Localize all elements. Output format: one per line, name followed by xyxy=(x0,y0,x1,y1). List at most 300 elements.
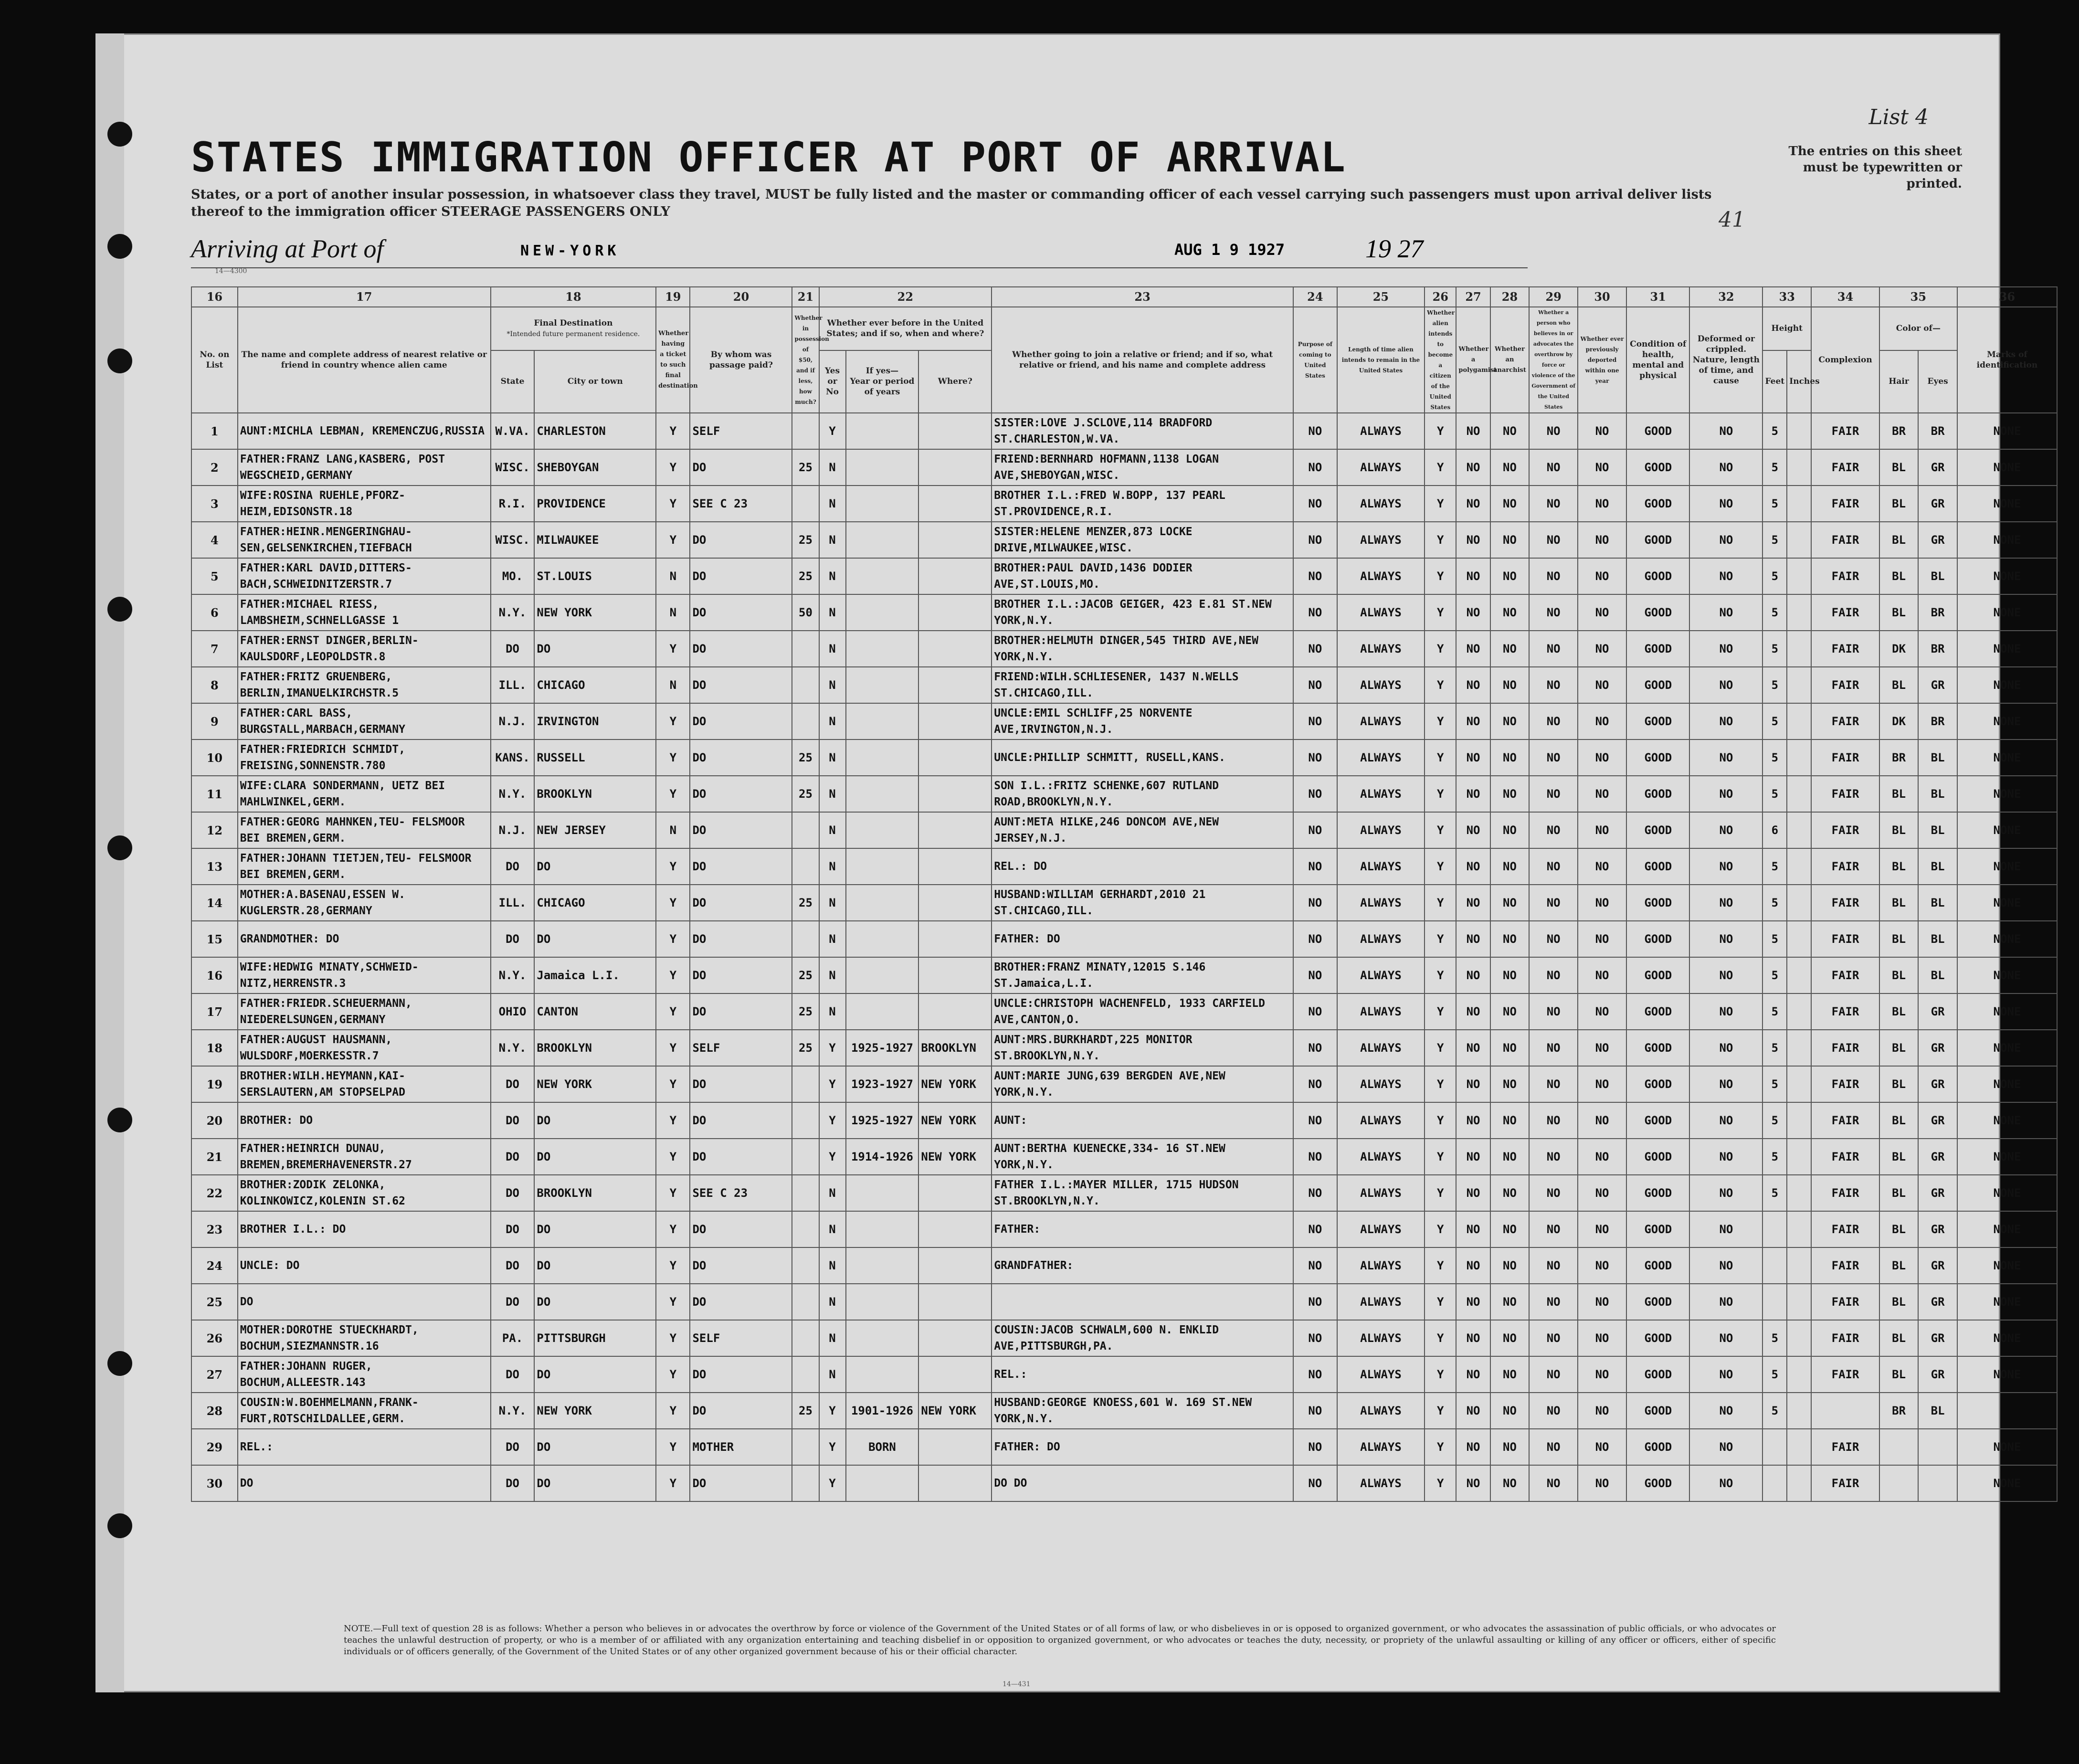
dest-state: KANS. xyxy=(491,739,535,776)
stay-length: ALWAYS xyxy=(1337,1429,1425,1465)
col-ticket-header: Whether having a ticket to such final destination xyxy=(656,307,690,413)
dest-city: BROOKLYN xyxy=(534,1175,656,1211)
before-where xyxy=(918,1247,992,1284)
stay-length: ALWAYS xyxy=(1337,812,1425,848)
punch-hole xyxy=(107,1351,132,1376)
period-label: Year or period of years xyxy=(850,377,915,397)
before-yes-no: N xyxy=(819,812,846,848)
citizen-value: Y xyxy=(1425,921,1456,957)
col-color-header: Color of— xyxy=(1879,307,1957,350)
deported-value: NO xyxy=(1578,1247,1626,1284)
table-row xyxy=(191,1465,2057,1501)
hair-value: BL xyxy=(1879,1030,1919,1066)
relative-address: FATHER:FRANZ LANG,KASBERG, POST WEGSCHEID,GERMANY xyxy=(238,449,491,486)
anarchist-value: NO xyxy=(1490,1356,1530,1393)
ticket-value: Y xyxy=(656,1320,690,1356)
marks-value: NONE xyxy=(1957,1465,2057,1501)
before-yes-no: N xyxy=(819,594,846,631)
anarchist-value: NO xyxy=(1490,1030,1530,1066)
anarchist-value: NO xyxy=(1490,1429,1530,1465)
deformed-value: NO xyxy=(1689,1211,1762,1247)
before-period xyxy=(846,703,919,739)
dest-city: DO xyxy=(534,631,656,667)
deported-value: NO xyxy=(1578,812,1626,848)
eyes-value: BR xyxy=(1918,631,1957,667)
eyes-value: GR xyxy=(1918,1175,1957,1211)
dest-state: N.Y. xyxy=(491,594,535,631)
column-number: 29 xyxy=(1529,287,1578,307)
eyes-value: BL xyxy=(1918,1393,1957,1429)
marks-value: NONE xyxy=(1957,449,2057,486)
deported-value: NO xyxy=(1578,522,1626,558)
dest-state: W.VA. xyxy=(491,413,535,449)
stay-length: ALWAYS xyxy=(1337,993,1425,1030)
col-relative-header: The name and complete address of nearest relative or friend in country whence alien came xyxy=(238,307,491,413)
before-where xyxy=(918,1211,992,1247)
citizen-value: Y xyxy=(1425,558,1456,594)
stay-length: ALWAYS xyxy=(1337,921,1425,957)
row-number: 9 xyxy=(191,703,238,739)
table-row xyxy=(191,1429,2057,1465)
polygamist-value: NO xyxy=(1456,848,1490,885)
dest-state: DO xyxy=(491,1284,535,1320)
hair-value: BL xyxy=(1879,993,1919,1030)
citizen-value: Y xyxy=(1425,1320,1456,1356)
paid-by: SEE C 23 xyxy=(690,486,792,522)
citizen-value: Y xyxy=(1425,739,1456,776)
money-value xyxy=(792,1066,819,1102)
dest-city: Jamaica L.I. xyxy=(534,957,656,993)
deported-value: NO xyxy=(1578,993,1626,1030)
col-period-header xyxy=(846,350,919,413)
health-value: GOOD xyxy=(1626,1429,1689,1465)
stay-length: ALWAYS xyxy=(1337,594,1425,631)
before-yes-no: N xyxy=(819,848,846,885)
before-period xyxy=(846,1247,919,1284)
complexion-value: FAIR xyxy=(1811,848,1879,885)
citizen-value: Y xyxy=(1425,1393,1456,1429)
deformed-value: NO xyxy=(1689,594,1762,631)
overthrow-value: NO xyxy=(1529,1139,1578,1175)
joining-relative: REL.: xyxy=(992,1356,1293,1393)
before-period xyxy=(846,739,919,776)
eyes-value: BL xyxy=(1918,957,1957,993)
table-row xyxy=(191,885,2057,921)
anarchist-value: NO xyxy=(1490,1465,1530,1501)
ticket-value: Y xyxy=(656,1284,690,1320)
polygamist-value: NO xyxy=(1456,1139,1490,1175)
dest-state: DO xyxy=(491,1356,535,1393)
table-row xyxy=(191,703,2057,739)
dest-city: DO xyxy=(534,921,656,957)
height-feet: 5 xyxy=(1762,486,1787,522)
height-feet: 6 xyxy=(1762,812,1787,848)
citizen-value: Y xyxy=(1425,1284,1456,1320)
anarchist-value: NO xyxy=(1490,812,1530,848)
table-row xyxy=(191,449,2057,486)
row-number: 10 xyxy=(191,739,238,776)
dest-city: DO xyxy=(534,1356,656,1393)
before-where xyxy=(918,1465,992,1501)
complexion-value: FAIR xyxy=(1811,1139,1879,1175)
table-row xyxy=(191,522,2057,558)
deported-value: NO xyxy=(1578,776,1626,812)
purpose-value: NO xyxy=(1293,1139,1337,1175)
marks-value: NONE xyxy=(1957,486,2057,522)
before-period xyxy=(846,812,919,848)
row-number: 13 xyxy=(191,848,238,885)
deformed-value: NO xyxy=(1689,739,1762,776)
eyes-value: BL xyxy=(1918,739,1957,776)
punch-hole xyxy=(107,835,132,860)
citizen-value: Y xyxy=(1425,1030,1456,1066)
height-inches xyxy=(1787,449,1811,486)
ticket-value: Y xyxy=(656,1175,690,1211)
stay-length: ALWAYS xyxy=(1337,1393,1425,1429)
height-feet xyxy=(1762,1211,1787,1247)
before-yes-no: N xyxy=(819,486,846,522)
purpose-value: NO xyxy=(1293,1284,1337,1320)
complexion-value: FAIR xyxy=(1811,776,1879,812)
punch-hole xyxy=(107,1108,132,1132)
punch-hole xyxy=(107,349,132,373)
polygamist-value: NO xyxy=(1456,812,1490,848)
deformed-value: NO xyxy=(1689,1393,1762,1429)
marks-value: NONE xyxy=(1957,885,2057,921)
anarchist-value: NO xyxy=(1490,703,1530,739)
anarchist-value: NO xyxy=(1490,776,1530,812)
polygamist-value: NO xyxy=(1456,631,1490,667)
table-row xyxy=(191,1284,2057,1320)
col-before-header: Whether ever before in the United States; and if so, when and where? xyxy=(819,307,992,350)
before-period xyxy=(846,522,919,558)
height-inches xyxy=(1787,667,1811,703)
before-where xyxy=(918,703,992,739)
table-row xyxy=(191,1030,2057,1066)
height-inches xyxy=(1787,1356,1811,1393)
list-number: List 4 xyxy=(1868,105,1929,129)
col-polygamist-header: Whether a polygamist xyxy=(1456,307,1490,413)
citizen-value: Y xyxy=(1425,703,1456,739)
dest-state: DO xyxy=(491,1066,535,1102)
money-value xyxy=(792,1356,819,1393)
row-number: 20 xyxy=(191,1102,238,1139)
height-feet xyxy=(1762,1465,1787,1501)
before-where: NEW YORK xyxy=(918,1139,992,1175)
paid-by: DO xyxy=(690,594,792,631)
height-feet: 5 xyxy=(1762,558,1787,594)
hair-value: BL xyxy=(1879,1066,1919,1102)
dest-state: PA. xyxy=(491,1320,535,1356)
deformed-value: NO xyxy=(1689,1066,1762,1102)
overthrow-value: NO xyxy=(1529,594,1578,631)
height-inches xyxy=(1787,1030,1811,1066)
money-value: 50 xyxy=(792,594,819,631)
deformed-value: NO xyxy=(1689,1356,1762,1393)
anarchist-value: NO xyxy=(1490,1393,1530,1429)
before-period xyxy=(846,993,919,1030)
deported-value: NO xyxy=(1578,667,1626,703)
deformed-value: NO xyxy=(1689,703,1762,739)
dest-city: NEW YORK xyxy=(534,594,656,631)
dest-city: BROOKLYN xyxy=(534,776,656,812)
relative-address: DO xyxy=(238,1465,491,1501)
height-inches xyxy=(1787,1393,1811,1429)
relative-address: MOTHER:A.BASENAU,ESSEN W. KUGLERSTR.28,GERMANY xyxy=(238,885,491,921)
anarchist-value: NO xyxy=(1490,594,1530,631)
stay-length: ALWAYS xyxy=(1337,522,1425,558)
citizen-value: Y xyxy=(1425,848,1456,885)
before-yes-no: Y xyxy=(819,1066,846,1102)
health-value: GOOD xyxy=(1626,921,1689,957)
column-number: 22 xyxy=(819,287,992,307)
ticket-value: Y xyxy=(656,848,690,885)
stay-length: ALWAYS xyxy=(1337,1284,1425,1320)
deformed-value: NO xyxy=(1689,1139,1762,1175)
marks-value: NONE xyxy=(1957,957,2057,993)
money-value: 25 xyxy=(792,558,819,594)
stay-length: ALWAYS xyxy=(1337,558,1425,594)
stay-length: ALWAYS xyxy=(1337,1465,1425,1501)
hair-value: BL xyxy=(1879,1247,1919,1284)
health-value: GOOD xyxy=(1626,1356,1689,1393)
anarchist-value: NO xyxy=(1490,921,1530,957)
row-number: 23 xyxy=(191,1211,238,1247)
col-where-header: Where? xyxy=(918,350,992,413)
before-yes-no: N xyxy=(819,558,846,594)
before-where xyxy=(918,667,992,703)
deformed-value: NO xyxy=(1689,522,1762,558)
column-number: 21 xyxy=(792,287,819,307)
overthrow-value: NO xyxy=(1529,558,1578,594)
polygamist-value: NO xyxy=(1456,1393,1490,1429)
before-yes-no: N xyxy=(819,739,846,776)
ticket-value: Y xyxy=(656,921,690,957)
hair-value: BL xyxy=(1879,848,1919,885)
height-feet: 5 xyxy=(1762,993,1787,1030)
complexion-value: FAIR xyxy=(1811,522,1879,558)
complexion-value: FAIR xyxy=(1811,449,1879,486)
relative-address: FATHER:FRITZ GRUENBERG, BERLIN,IMANUELKIRCHSTR.5 xyxy=(238,667,491,703)
punch-hole xyxy=(107,234,132,259)
ticket-value: Y xyxy=(656,486,690,522)
table-row xyxy=(191,739,2057,776)
before-yes-no: N xyxy=(819,1284,846,1320)
height-feet: 5 xyxy=(1762,957,1787,993)
purpose-value: NO xyxy=(1293,1030,1337,1066)
deformed-value: NO xyxy=(1689,848,1762,885)
deported-value: NO xyxy=(1578,1030,1626,1066)
height-feet xyxy=(1762,1247,1787,1284)
money-value xyxy=(792,631,819,667)
paid-by: SELF xyxy=(690,1320,792,1356)
dest-city: MILWAUKEE xyxy=(534,522,656,558)
table-row xyxy=(191,1393,2057,1429)
ticket-value: Y xyxy=(656,1393,690,1429)
joining-relative: SON I.L.:FRITZ SCHENKE,607 RUTLAND ROAD,BROOKLYN,N.Y. xyxy=(992,776,1293,812)
col-deported-header: Whether ever previously deported within one year xyxy=(1578,307,1626,413)
health-value: GOOD xyxy=(1626,993,1689,1030)
anarchist-value: NO xyxy=(1490,739,1530,776)
stay-length: ALWAYS xyxy=(1337,631,1425,667)
polygamist-value: NO xyxy=(1456,1429,1490,1465)
marks-value: NONE xyxy=(1957,739,2057,776)
col-hair-header: Hair xyxy=(1879,350,1919,413)
money-value xyxy=(792,812,819,848)
table-row xyxy=(191,1139,2057,1175)
before-where xyxy=(918,921,992,957)
stay-length: ALWAYS xyxy=(1337,885,1425,921)
citizen-value: Y xyxy=(1425,449,1456,486)
citizen-value: Y xyxy=(1425,522,1456,558)
before-where xyxy=(918,993,992,1030)
overthrow-value: NO xyxy=(1529,1465,1578,1501)
relative-address: WIFE:ROSINA RUEHLE,PFORZ- HEIM,EDISONSTR.18 xyxy=(238,486,491,522)
money-value xyxy=(792,1139,819,1175)
col-height-header: Height xyxy=(1762,307,1811,350)
relative-address: FATHER:ERNST DINGER,BERLIN- KAULSDORF,LEOPOLDSTR.8 xyxy=(238,631,491,667)
ticket-value: Y xyxy=(656,1139,690,1175)
polygamist-value: NO xyxy=(1456,486,1490,522)
paid-by: SEE C 23 xyxy=(690,1175,792,1211)
paid-by: MOTHER xyxy=(690,1429,792,1465)
anarchist-value: NO xyxy=(1490,522,1530,558)
stay-length: ALWAYS xyxy=(1337,703,1425,739)
relative-address: DO xyxy=(238,1284,491,1320)
deported-value: NO xyxy=(1578,558,1626,594)
question-28-footnote: NOTE.—Full text of question 28 is as follows: Whether a person who believes in or advocates the overthrow by force or violence of the Government of the United States or of all forms of law, or who disbelieves in or is opposed to organized government, or who advocates the assassination of public officials, or who advocates or teaches the unlawful destruction of property, or who is a member of or affiliated with any organization entertaining and teaching disbelief in or opposition to organized government, or who advocates or teaches the duty, necessity, or propriety of the unlawful assaulting or killing of any officer or officers, either of specific individuals or of officers generally, of the Government of the United States or of any other organized government because of his or their official character. xyxy=(344,1624,1776,1657)
stay-length: ALWAYS xyxy=(1337,413,1425,449)
marks-value: NONE xyxy=(1957,1066,2057,1102)
height-inches xyxy=(1787,413,1811,449)
purpose-value: NO xyxy=(1293,885,1337,921)
row-number: 4 xyxy=(191,522,238,558)
if-yes-label: If yes— xyxy=(865,366,899,376)
before-yes-no: Y xyxy=(819,1102,846,1139)
height-feet: 5 xyxy=(1762,1066,1787,1102)
height-feet: 5 xyxy=(1762,449,1787,486)
hair-value: BL xyxy=(1879,1356,1919,1393)
purpose-value: NO xyxy=(1293,522,1337,558)
before-period: 1925-1927 xyxy=(846,1102,919,1139)
before-where xyxy=(918,522,992,558)
dest-state: N.Y. xyxy=(491,776,535,812)
paid-by: DO xyxy=(690,1356,792,1393)
stay-length: ALWAYS xyxy=(1337,739,1425,776)
table-row xyxy=(191,993,2057,1030)
before-where xyxy=(918,1284,992,1320)
complexion-value: FAIR xyxy=(1811,1284,1879,1320)
eyes-value: GR xyxy=(1918,449,1957,486)
money-value: 25 xyxy=(792,957,819,993)
deported-value: NO xyxy=(1578,1102,1626,1139)
column-number: 24 xyxy=(1293,287,1337,307)
purpose-value: NO xyxy=(1293,413,1337,449)
complexion-value: FAIR xyxy=(1811,1211,1879,1247)
before-yes-no: N xyxy=(819,957,846,993)
before-yes-no: Y xyxy=(819,1429,846,1465)
before-yes-no: N xyxy=(819,921,846,957)
deported-value: NO xyxy=(1578,739,1626,776)
before-period xyxy=(846,631,919,667)
row-number: 5 xyxy=(191,558,238,594)
table-row xyxy=(191,1320,2057,1356)
instructions-text: States, or a port of another insular possession, in whatsoever class they travel, MUST be fully listed and the master or commanding officer of each vessel carrying such passengers must upon arrival deliver lists thereof to the immigration officer STEERAGE PASSENGERS ONLY xyxy=(191,187,1712,219)
dest-city: DO xyxy=(534,1211,656,1247)
deformed-value: NO xyxy=(1689,812,1762,848)
stay-length: ALWAYS xyxy=(1337,667,1425,703)
row-number: 21 xyxy=(191,1139,238,1175)
punch-hole xyxy=(107,122,132,147)
punch-hole xyxy=(107,597,132,622)
deported-value: NO xyxy=(1578,1284,1626,1320)
overthrow-value: NO xyxy=(1529,1356,1578,1393)
citizen-value: Y xyxy=(1425,812,1456,848)
health-value: GOOD xyxy=(1626,1465,1689,1501)
deported-value: NO xyxy=(1578,1320,1626,1356)
height-inches xyxy=(1787,1429,1811,1465)
polygamist-value: NO xyxy=(1456,558,1490,594)
marks-value: NONE xyxy=(1957,522,2057,558)
overthrow-value: NO xyxy=(1529,1066,1578,1102)
joining-relative: BROTHER:PAUL DAVID,1436 DODIER AVE,ST.LOUIS,MO. xyxy=(992,558,1293,594)
deported-value: NO xyxy=(1578,957,1626,993)
dest-city: RUSSELL xyxy=(534,739,656,776)
overthrow-value: NO xyxy=(1529,776,1578,812)
relative-address: AUNT:MICHLA LEBMAN, KREMENCZUG,RUSSIA xyxy=(238,413,491,449)
ticket-value: N xyxy=(656,594,690,631)
anarchist-value: NO xyxy=(1490,486,1530,522)
before-yes-no: Y xyxy=(819,1139,846,1175)
relative-address: WIFE:CLARA SONDERMANN, UETZ BEI MAHLWINKEL,GERM. xyxy=(238,776,491,812)
passenger-rows xyxy=(191,413,2057,1501)
marks-value: NONE xyxy=(1957,812,2057,848)
height-inches xyxy=(1787,1465,1811,1501)
purpose-value: NO xyxy=(1293,993,1337,1030)
overthrow-value: NO xyxy=(1529,1429,1578,1465)
hair-value: BL xyxy=(1879,1175,1919,1211)
paid-by: DO xyxy=(690,921,792,957)
complexion-value xyxy=(1811,1393,1879,1429)
ticket-value: Y xyxy=(656,1356,690,1393)
deformed-value: NO xyxy=(1689,667,1762,703)
height-inches xyxy=(1787,812,1811,848)
complexion-value: FAIR xyxy=(1811,1320,1879,1356)
paid-by: SELF xyxy=(690,1030,792,1066)
col-length-header: Length of time alien intends to remain in the United States xyxy=(1337,307,1425,413)
hair-value: BL xyxy=(1879,1284,1919,1320)
before-yes-no: Y xyxy=(819,1393,846,1429)
table-row xyxy=(191,1211,2057,1247)
joining-relative: UNCLE:PHILLIP SCHMITT, RUSELL,KANS. xyxy=(992,739,1293,776)
before-period xyxy=(846,486,919,522)
hair-value: BL xyxy=(1879,522,1919,558)
overthrow-value: NO xyxy=(1529,885,1578,921)
hair-value: BR xyxy=(1879,739,1919,776)
joining-relative: FATHER I.L.:MAYER MILLER, 1715 HUDSON ST.BROOKLYN,N.Y. xyxy=(992,1175,1293,1211)
overthrow-value: NO xyxy=(1529,1175,1578,1211)
marks-value: NONE xyxy=(1957,413,2057,449)
relative-address: FATHER:JOHANN RUGER, BOCHUM,ALLEESTR.143 xyxy=(238,1356,491,1393)
height-inches xyxy=(1787,776,1811,812)
overthrow-value: NO xyxy=(1529,703,1578,739)
joining-relative: AUNT:BERTHA KUENECKE,334- 16 ST.NEW YORK,N.Y. xyxy=(992,1139,1293,1175)
col-citizen-header: Whether alien intends to become a citizen of the United States xyxy=(1425,307,1456,413)
marks-value: NONE xyxy=(1957,631,2057,667)
before-yes-no: N xyxy=(819,776,846,812)
height-feet: 5 xyxy=(1762,522,1787,558)
column-number-row xyxy=(191,287,2057,307)
